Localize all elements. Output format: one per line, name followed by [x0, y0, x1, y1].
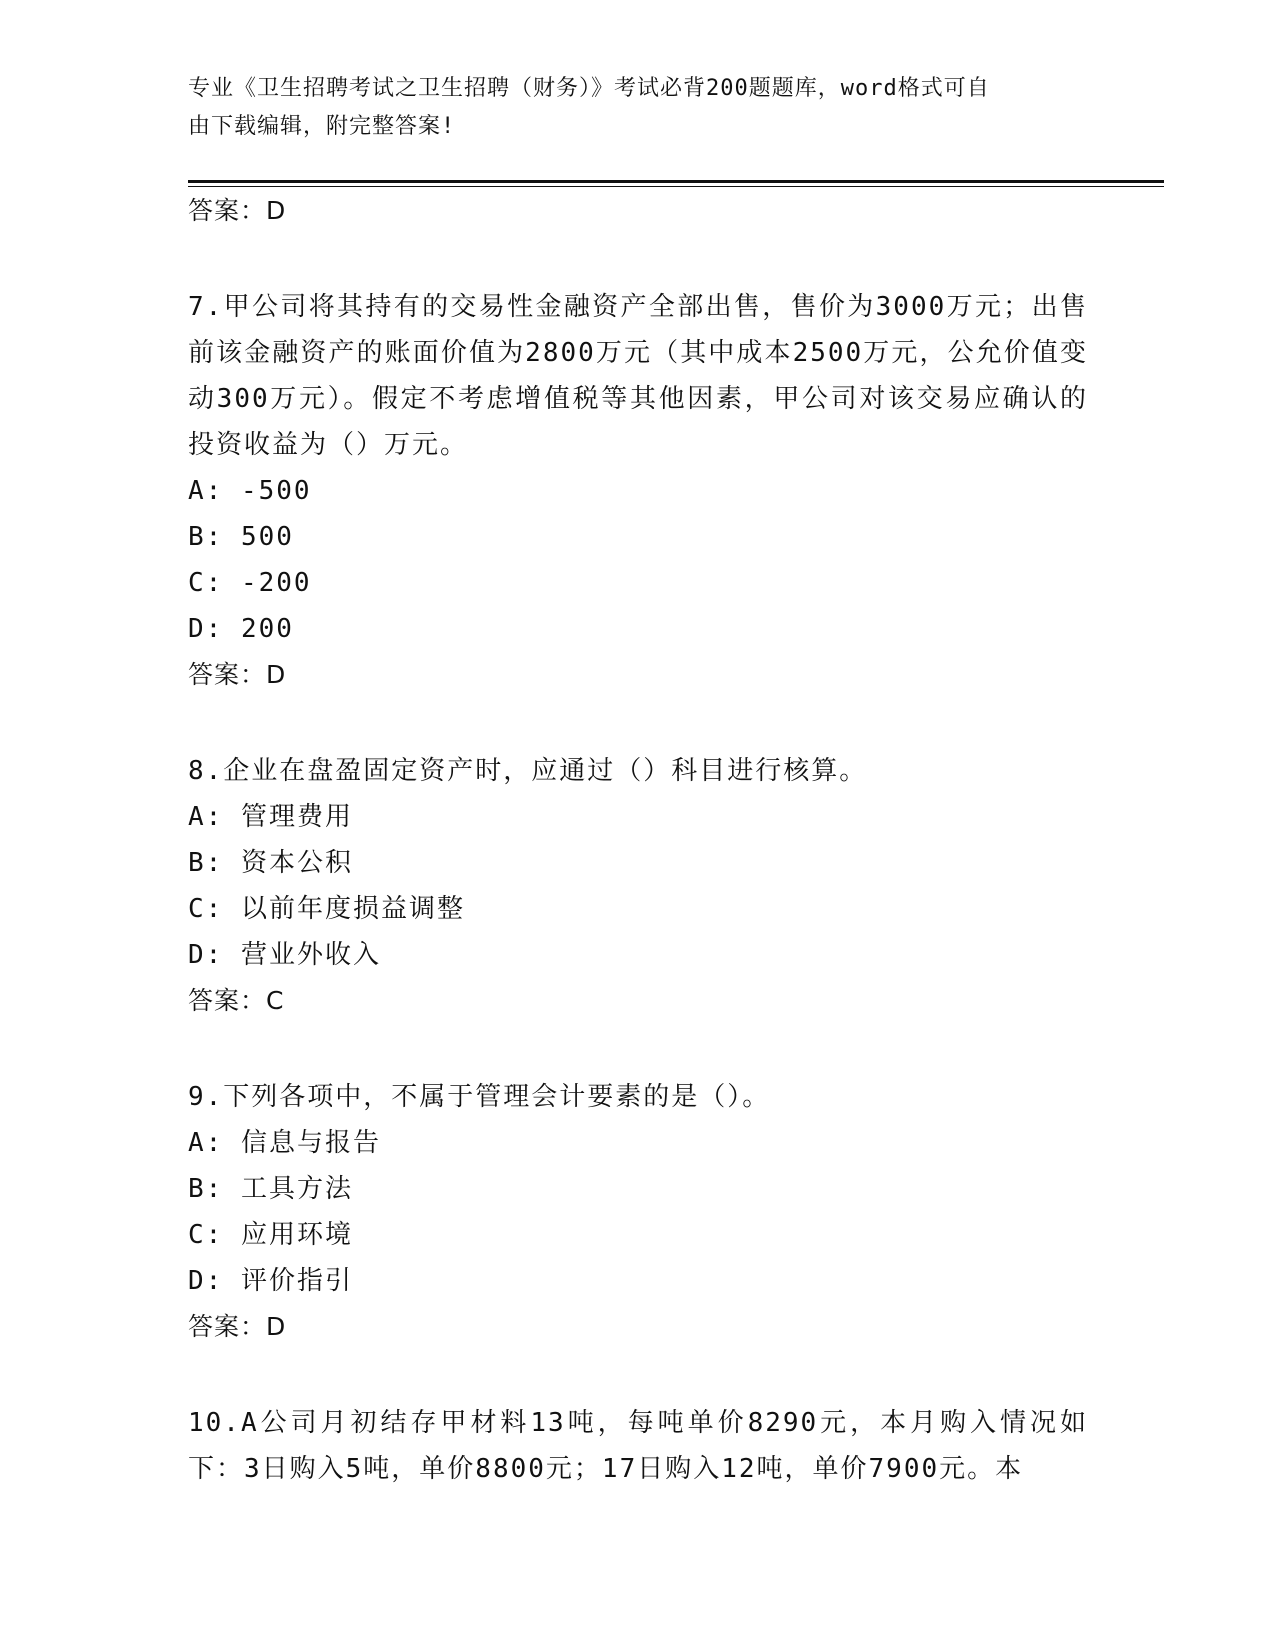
question-stem: 8.企业在盘盈固定资产时，应通过（）科目进行核算。 [188, 756, 868, 786]
question-8 [188, 748, 1088, 1024]
question-stem: 9.下列各项中，不属于管理会计要素的是（）。 [188, 1082, 771, 1112]
option-d: D: 营业外收入 [188, 940, 381, 970]
header-divider-thick [188, 180, 1164, 183]
document-header [188, 70, 1068, 146]
answer-line: 答案：D [188, 196, 287, 225]
question-stem: 10.A公司月初结存甲材料13吨，每吨单价8290元，本月购入情况如下：3日购入5吨，单价8800元；17日购入12吨，单价7900元。本 [188, 1408, 1088, 1484]
option-d: D: 200 [188, 614, 294, 644]
option-b: B: 工具方法 [188, 1174, 353, 1204]
question-7 [188, 284, 1088, 698]
option-a: A: 管理费用 [188, 802, 353, 832]
header-line-1: 专业《卫生招聘考试之卫生招聘（财务）》考试必背200题题库，word格式可自 [188, 76, 990, 101]
question-9 [188, 1074, 1088, 1350]
question-list [188, 188, 1088, 1492]
option-b: B: 500 [188, 522, 294, 552]
option-d: D: 评价指引 [188, 1266, 353, 1296]
option-c: C: 以前年度损益调整 [188, 894, 465, 924]
question-stem: 7.甲公司将其持有的交易性金融资产全部出售，售价为3000万元；出售前该金融资产的账面价值为2800万元（其中成本2500万元，公允价值变动300万元）。假定不考虑增值税等其他因素，甲公司对该交易应确认的投资收益为（）万元。 [188, 292, 1088, 460]
question-10 [188, 1400, 1088, 1492]
answer-line: 答案：D [188, 660, 287, 689]
answer-line: 答案：D [188, 1312, 287, 1341]
option-c: C: -200 [188, 568, 312, 598]
answer-line: 答案：C [188, 986, 285, 1015]
option-a: A: 信息与报告 [188, 1128, 381, 1158]
option-a: A: -500 [188, 476, 312, 506]
header-divider-thin [188, 186, 1164, 187]
header-line-2: 由下载编辑，附完整答案! [188, 114, 456, 139]
option-c: C: 应用环境 [188, 1220, 353, 1250]
option-b: B: 资本公积 [188, 848, 353, 878]
